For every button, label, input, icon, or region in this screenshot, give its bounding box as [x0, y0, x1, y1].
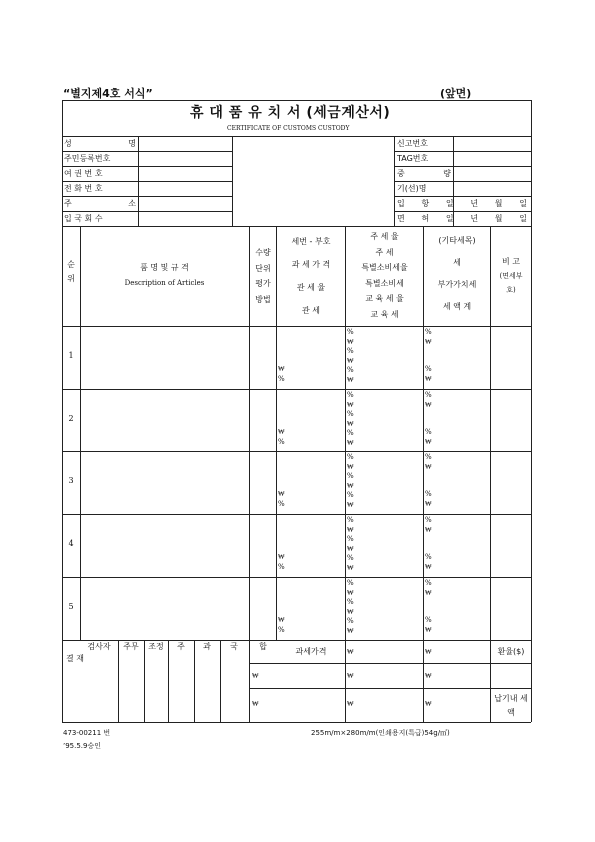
sum-won-6: ₩ — [425, 700, 432, 708]
sum-label: 합 — [259, 642, 267, 651]
total-rate-won: ₩ — [347, 648, 354, 656]
column-other-tax-header: (기타세목) 세 부가가치세 세 액 계 — [437, 236, 477, 311]
rate-symbols: % ₩ % ₩ % ₩ — [347, 391, 354, 447]
other-tax-symbols: % ₩ — [425, 365, 432, 383]
row-number: 4 — [68, 539, 74, 548]
entry-count-field[interactable] — [139, 212, 231, 225]
other-tax-symbols: % ₩ — [425, 391, 432, 409]
tag-number-field[interactable] — [454, 152, 530, 165]
phone-number-field[interactable] — [139, 182, 231, 195]
other-tax-symbols: % ₩ — [425, 516, 432, 534]
address-label: 주 소 — [64, 199, 136, 208]
license-date-label: 면 허 일 년 월 일 — [397, 214, 527, 223]
column-rate-header: 주 세 율 주 세 특별소비세율 특별소비세 교 육 세 율 교 육 세 — [361, 232, 408, 319]
tax-price-symbols: ₩ % — [278, 428, 285, 446]
sum-won-5: ₩ — [347, 700, 354, 708]
photo-area — [233, 137, 393, 225]
other-tax-symbols: % ₩ — [425, 453, 432, 471]
approval-bureau: 국 — [230, 642, 238, 651]
declaration-number-field[interactable] — [454, 137, 530, 150]
approval-inspector: 검사자 — [87, 642, 111, 651]
column-quantity-header: 수량 단위 평가 방법 — [255, 248, 271, 304]
passport-number-label: 여 권 번 호 — [64, 169, 103, 178]
payable-tax-label: 납기내 세액 — [494, 694, 528, 717]
rate-symbols: % ₩ % ₩ % ₩ — [347, 453, 354, 509]
sum-won-4: ₩ — [252, 700, 259, 708]
paper-spec: 255m/m×280m/m(인쇄용지(특급)54g/㎡) — [311, 729, 450, 737]
approval-main: 주 — [177, 642, 185, 651]
tax-price-symbols: ₩ % — [278, 365, 285, 383]
row-number: 5 — [68, 602, 74, 611]
approval-section: 과 — [203, 642, 211, 651]
approval-coordinator: 조정 — [148, 642, 164, 651]
other-tax-symbols: % ₩ — [425, 579, 432, 597]
sum-won-3: ₩ — [425, 672, 432, 680]
entry-count-label: 입 국 회 수 — [64, 214, 103, 223]
page-subtitle: CERTIFICATE OF CUSTOMS CUSTODY — [227, 125, 350, 132]
tax-price-symbols: ₩ % — [278, 553, 285, 571]
approval-label: 결 재 — [66, 654, 84, 663]
exchange-rate-label: 환율($) — [497, 647, 525, 656]
other-tax-symbols: % ₩ — [425, 616, 432, 634]
address-field[interactable] — [139, 197, 231, 210]
row-number: 1 — [68, 351, 74, 360]
resident-number-label: 주민등록번호 — [64, 154, 111, 163]
approval-chief: 주무 — [123, 642, 139, 651]
rate-symbols: % ₩ % ₩ % ₩ — [347, 516, 354, 572]
form-number: “별지제4호 서식” — [63, 87, 153, 100]
form-code: 473-00211 번 — [63, 729, 111, 737]
tax-price-symbols: ₩ % — [278, 490, 285, 508]
name-field[interactable] — [139, 137, 231, 150]
page-title: 휴 대 품 유 치 서 (세금계산서) — [190, 105, 391, 121]
other-tax-symbols: % ₩ — [425, 553, 432, 571]
column-description-english: Description of Articles — [124, 279, 205, 287]
sum-won-1: ₩ — [252, 672, 259, 680]
column-description-header: 품 명 및 규 격 — [140, 263, 189, 272]
column-rank-header: 순 위 — [67, 260, 75, 283]
declaration-number-label: 신고번호 — [397, 139, 428, 148]
name-label: 성 명 — [64, 139, 136, 148]
rate-symbols: % ₩ % ₩ % ₩ — [347, 579, 354, 635]
column-remarks-header: 비 고 (면세부 호) — [499, 257, 523, 294]
weight-label: 중 량 — [397, 169, 451, 178]
sum-won-2: ₩ — [347, 672, 354, 680]
phone-number-label: 전 화 번 호 — [64, 184, 103, 193]
resident-number-field[interactable] — [139, 152, 231, 165]
total-other-won: ₩ — [425, 648, 432, 656]
tag-number-label: TAG번호 — [397, 154, 429, 163]
flight-name-field[interactable] — [454, 182, 530, 195]
other-tax-symbols: % ₩ — [425, 328, 432, 346]
total-tax-price-label: 과세가격 — [295, 647, 327, 656]
other-tax-symbols: % ₩ — [425, 428, 432, 446]
row-number: 2 — [68, 414, 74, 423]
front-side-label: (앞면) — [440, 87, 472, 100]
row-number: 3 — [68, 476, 74, 485]
tax-price-symbols: ₩ % — [278, 616, 285, 634]
other-tax-symbols: % ₩ — [425, 490, 432, 508]
approval-date: ’95.5.9승인 — [63, 742, 102, 750]
column-tax-price-header: 세번 - 부호 과 세 가 격 관 세 율 관 세 — [291, 237, 331, 315]
arrival-date-label: 입 항 일 년 월 일 — [397, 199, 527, 208]
rate-symbols: % ₩ % ₩ % ₩ — [347, 328, 354, 384]
flight-name-label: 기(선)명 — [397, 184, 427, 193]
passport-number-field[interactable] — [139, 167, 231, 180]
